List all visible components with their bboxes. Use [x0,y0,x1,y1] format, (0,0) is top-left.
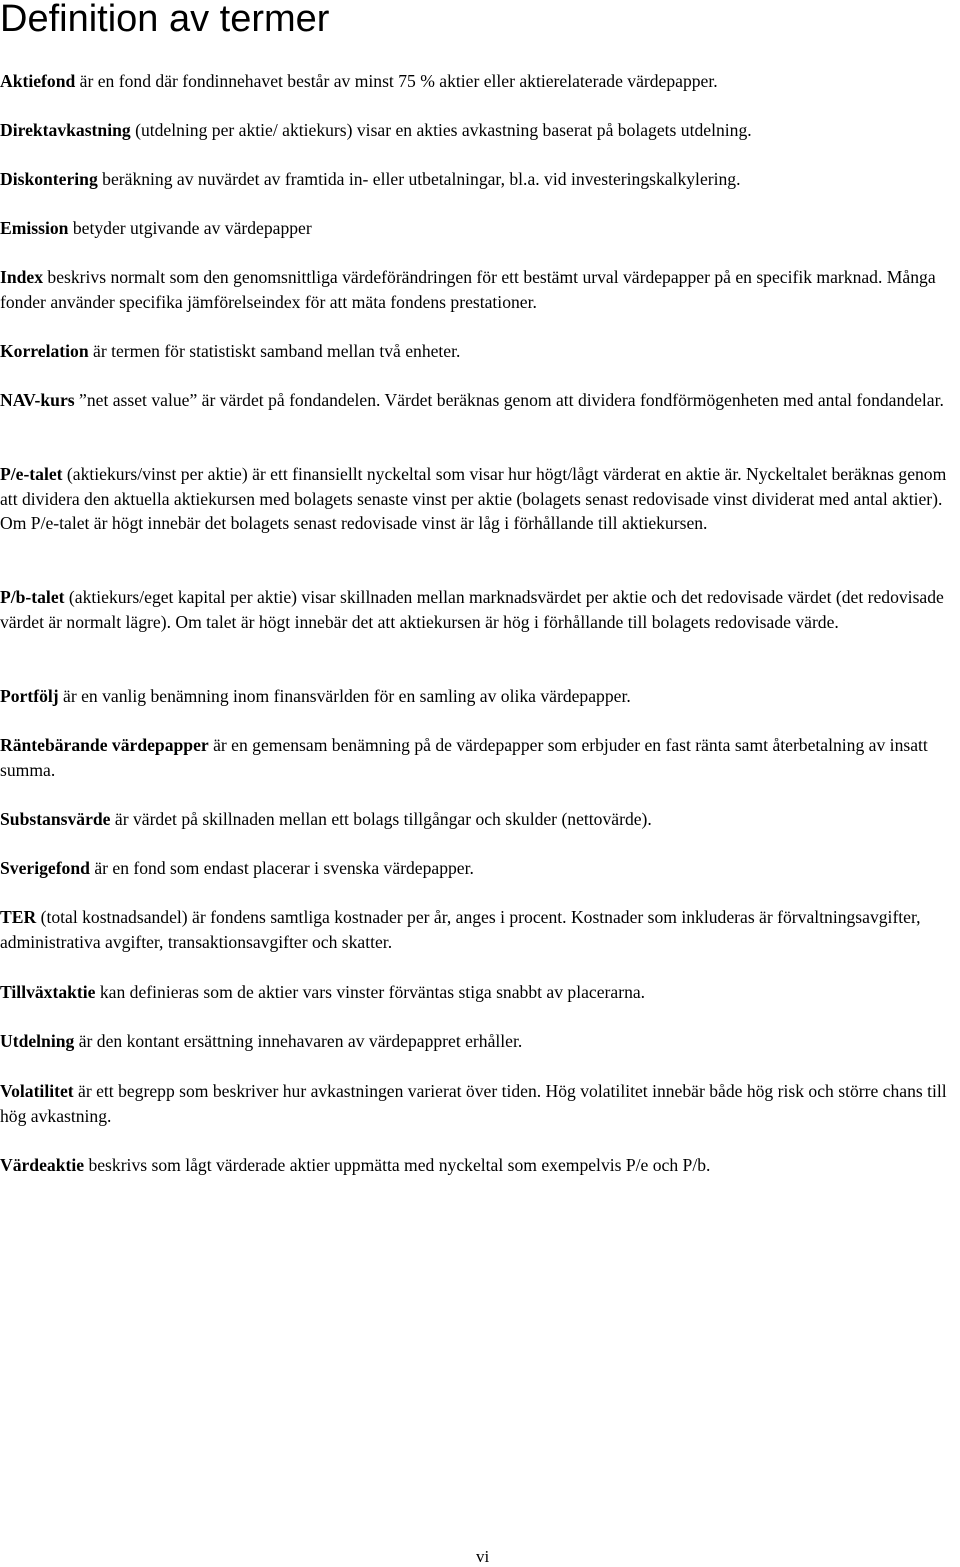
term-definition: (aktiekurs/vinst per aktie) är ett finansiellt nyckeltal som visar hur högt/lågt värderat en aktie är. Nyckeltalet beräknas genom att dividera den aktuella aktiekursen med bolagets senaste vinst per aktie (bolagets senast redovisade vinst dividerat med antal aktier). Om P/e-talet är högt innebär det bolagets senast redovisade vinst är låg i förhållande till aktiekursen. [0,464,947,533]
definition-utdelning [0,1029,958,1054]
term-definition: är en vanlig benämning inom finansvärlden för en samling av olika värdepapper. [58,686,631,706]
term-label: Sverigefond [0,858,90,878]
definition-pe-talet [0,462,958,536]
term-definition: (utdelning per aktie/ aktiekurs) visar en akties avkastning baserat på bolagets utdelning. [130,120,752,140]
definition-tillvaxtaktie [0,980,958,1005]
term-label: P/e-talet [0,464,63,484]
definition-substansvarde [0,807,958,832]
term-definition: är ett begrepp som beskriver hur avkastningen varierat över tiden. Hög volatilitet innebär både hög risk och större chans till hög avkastning. [0,1081,947,1126]
term-definition: betyder utgivande av värdepapper [68,218,312,238]
term-definition: är en fond som endast placerar i svenska värdepapper. [89,858,474,878]
term-definition: är en fond där fondinnehavet består av minst 75 % aktier eller aktierelaterade värdepapper. [75,71,718,91]
definition-ter [0,905,958,954]
term-label: TER [0,907,37,927]
definition-volatilitet [0,1079,958,1128]
term-label: Korrelation [0,341,89,361]
term-label: Aktiefond [0,71,76,91]
term-definition: (aktiekurs/eget kapital per aktie) visar skillnaden mellan marknadsvärdet per aktie och det redovisade värdet (det redovisade värdet är normalt lägre). Om talet är högt innebär det att aktiekursen är hög i förhållande till bolagets redovisade värde. [0,587,944,632]
term-label: Direktavkastning [0,120,131,140]
page-title: Definition av termer [0,0,330,40]
definition-aktiefond [0,69,958,94]
term-label: Värdeaktie [0,1155,85,1175]
page-number: vi [476,1547,490,1566]
term-label: Emission [0,218,69,238]
definition-rantebarande-vardepapper [0,733,958,782]
term-label: Tillväxtaktie [0,982,96,1002]
term-label: NAV-kurs [0,390,75,410]
definition-nav-kurs [0,388,958,413]
term-definition: är den kontant ersättning innehavaren av värdepappret erhåller. [74,1031,523,1051]
term-label: Diskontering [0,169,98,189]
term-label: Substansvärde [0,809,111,829]
definition-index [0,265,958,314]
term-label: Räntebärande värdepapper [0,735,209,755]
definition-diskontering [0,167,958,192]
term-definition: är termen för statistiskt samband mellan två enheter. [88,341,461,361]
term-definition: är värdet på skillnaden mellan ett bolags tillgångar och skulder (nettovärde). [110,809,652,829]
term-definition: (total kostnadsandel) är fondens samtliga kostnader per år, anges i procent. Kostnader som inkluderas är förvaltningsavgifter, administrativa avgifter, transaktionsavgifter och skatter. [0,907,921,952]
definition-portfolj [0,684,958,709]
term-label: P/b-talet [0,587,65,607]
definition-pb-talet [0,585,958,634]
term-definition: ”net asset value” är värdet på fondandelen. Värdet beräknas genom att dividera fondförmögenheten med antal fondandelar. [74,390,944,410]
definition-sverigefond [0,856,958,881]
definition-vardeaktie [0,1153,958,1178]
definition-korrelation [0,339,958,364]
term-definition: är en gemensam benämning på de värdepapper som erbjuder en fast ränta samt återbetalning av insatt summa. [0,735,928,780]
term-definition: beskrivs som lågt värderade aktier uppmätta med nyckeltal som exempelvis P/e och P/b. [84,1155,711,1175]
definition-emission [0,216,958,241]
term-label: Utdelning [0,1031,75,1051]
definition-direktavkastning [0,118,958,143]
term-label: Index [0,267,44,287]
term-label: Portfölj [0,686,59,706]
term-label: Volatilitet [0,1081,74,1101]
term-definition: kan definieras som de aktier vars vinster förväntas stiga snabbt av placerarna. [95,982,646,1002]
term-definition: beräkning av nuvärdet av framtida in- eller utbetalningar, bl.a. vid investeringskalkylering. [97,169,741,189]
term-definition: beskrivs normalt som den genomsnittliga värdeförändringen för ett bestämt urval värdepapper på en specifik marknad. Många fonder använder specifika jämförelseindex för att mäta fondens prestationer. [0,267,936,312]
